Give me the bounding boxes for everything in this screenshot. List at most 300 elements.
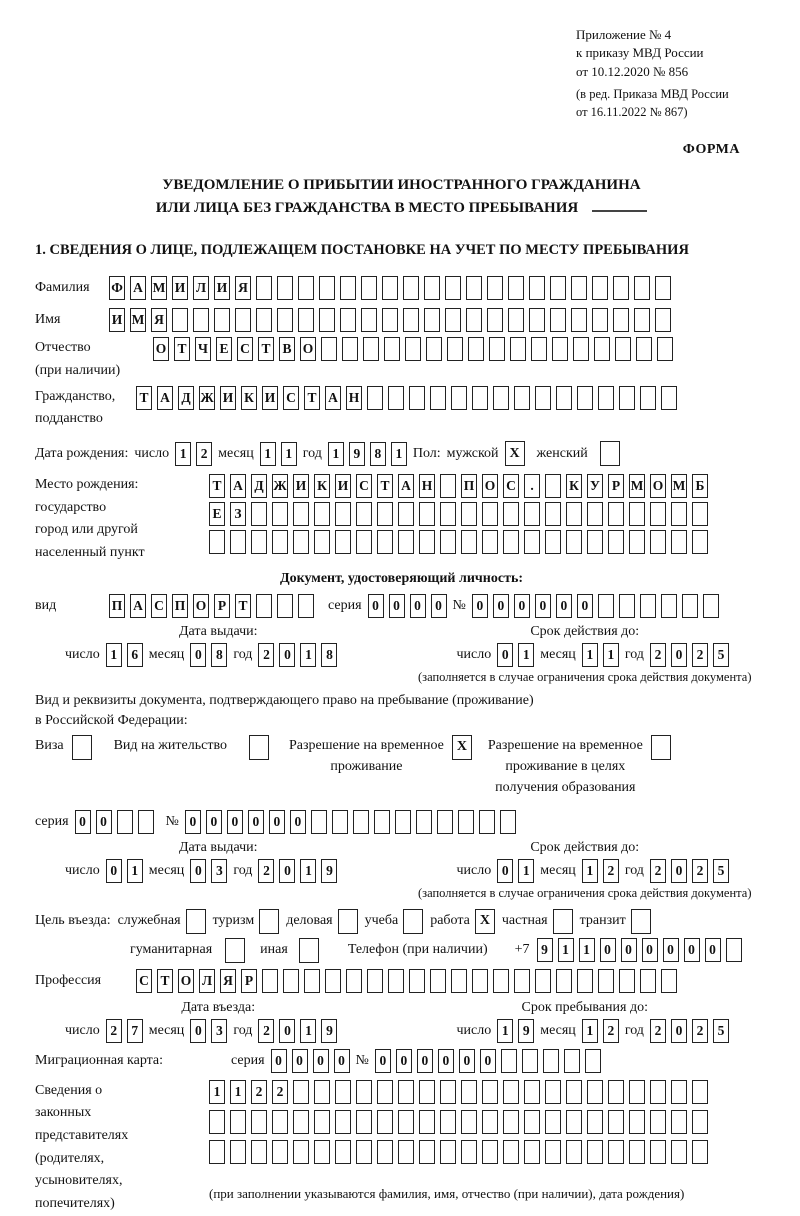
char-cell[interactable] [251, 1110, 267, 1134]
char-cell[interactable] [458, 810, 474, 834]
char-cell[interactable] [671, 1080, 687, 1104]
char-cell[interactable] [522, 1049, 538, 1073]
char-cell[interactable]: 0 [705, 938, 721, 962]
char-cell[interactable]: С [136, 969, 152, 993]
char-cell[interactable]: Т [157, 969, 173, 993]
char-cell[interactable]: 1 [582, 643, 598, 667]
char-cell[interactable]: 0 [279, 643, 295, 667]
char-cell[interactable]: С [237, 337, 253, 361]
char-cell[interactable]: Т [235, 594, 251, 618]
sex-male-checkbox[interactable]: X [505, 441, 525, 466]
char-cell[interactable] [314, 530, 330, 554]
char-cell[interactable]: 0 [671, 1019, 687, 1043]
char-cell[interactable] [472, 969, 488, 993]
char-cell[interactable]: 1 [175, 442, 191, 466]
char-cell[interactable]: А [157, 386, 173, 410]
char-cell[interactable]: А [130, 594, 146, 618]
char-cell[interactable] [661, 594, 677, 618]
char-cell[interactable] [340, 308, 356, 332]
temp-residence-checkbox[interactable]: X [452, 735, 472, 760]
char-cell[interactable] [545, 1140, 561, 1164]
char-cell[interactable]: 0 [190, 859, 206, 883]
char-cell[interactable] [363, 337, 379, 361]
char-cell[interactable] [573, 337, 589, 361]
char-cell[interactable]: О [482, 474, 498, 498]
char-cell[interactable] [272, 530, 288, 554]
char-cell[interactable] [487, 276, 503, 300]
char-cell[interactable] [543, 1049, 559, 1073]
char-cell[interactable]: З [230, 502, 246, 526]
char-cell[interactable] [564, 1049, 580, 1073]
char-cell[interactable]: 1 [209, 1080, 225, 1104]
char-cell[interactable] [493, 969, 509, 993]
char-cell[interactable] [468, 337, 484, 361]
char-cell[interactable]: 0 [190, 643, 206, 667]
char-cell[interactable]: Я [151, 308, 167, 332]
char-cell[interactable] [451, 969, 467, 993]
char-cell[interactable] [629, 1080, 645, 1104]
char-cell[interactable] [426, 337, 442, 361]
char-cell[interactable] [482, 1080, 498, 1104]
char-cell[interactable]: 2 [603, 1019, 619, 1043]
char-cell[interactable] [382, 276, 398, 300]
char-cell[interactable] [298, 308, 314, 332]
char-cell[interactable] [650, 530, 666, 554]
purpose-commercial-checkbox[interactable] [338, 909, 358, 934]
char-cell[interactable] [377, 1110, 393, 1134]
char-cell[interactable]: М [130, 308, 146, 332]
char-cell[interactable]: 9 [537, 938, 553, 962]
char-cell[interactable] [335, 1110, 351, 1134]
char-cell[interactable] [342, 337, 358, 361]
char-cell[interactable] [608, 1110, 624, 1134]
char-cell[interactable]: 2 [692, 1019, 708, 1043]
char-cell[interactable]: 0 [671, 859, 687, 883]
char-cell[interactable]: 6 [127, 643, 143, 667]
char-cell[interactable]: Д [178, 386, 194, 410]
char-cell[interactable] [466, 276, 482, 300]
char-cell[interactable] [447, 337, 463, 361]
char-cell[interactable] [545, 530, 561, 554]
char-cell[interactable] [587, 1080, 603, 1104]
char-cell[interactable] [566, 1080, 582, 1104]
char-cell[interactable]: 9 [321, 1019, 337, 1043]
char-cell[interactable]: О [300, 337, 316, 361]
char-cell[interactable]: 0 [279, 1019, 295, 1043]
char-cell[interactable] [571, 276, 587, 300]
char-cell[interactable]: Т [209, 474, 225, 498]
char-cell[interactable] [388, 969, 404, 993]
char-cell[interactable]: 0 [227, 810, 243, 834]
char-cell[interactable] [577, 386, 593, 410]
char-cell[interactable]: 0 [75, 810, 91, 834]
char-cell[interactable] [311, 810, 327, 834]
char-cell[interactable]: 0 [368, 594, 384, 618]
char-cell[interactable] [416, 810, 432, 834]
char-cell[interactable] [440, 1110, 456, 1134]
char-cell[interactable] [209, 1140, 225, 1164]
char-cell[interactable]: 0 [248, 810, 264, 834]
char-cell[interactable] [445, 276, 461, 300]
char-cell[interactable]: 0 [671, 643, 687, 667]
char-cell[interactable] [293, 1080, 309, 1104]
char-cell[interactable] [437, 810, 453, 834]
char-cell[interactable]: 0 [389, 594, 405, 618]
char-cell[interactable] [377, 530, 393, 554]
char-cell[interactable]: У [587, 474, 603, 498]
residence-permit-checkbox[interactable] [249, 735, 269, 760]
char-cell[interactable]: 1 [300, 859, 316, 883]
char-cell[interactable]: Т [174, 337, 190, 361]
char-cell[interactable] [377, 502, 393, 526]
char-cell[interactable] [445, 308, 461, 332]
char-cell[interactable]: 2 [258, 1019, 274, 1043]
char-cell[interactable]: 1 [582, 1019, 598, 1043]
char-cell[interactable] [613, 308, 629, 332]
char-cell[interactable] [361, 308, 377, 332]
char-cell[interactable] [500, 810, 516, 834]
char-cell[interactable]: 0 [279, 859, 295, 883]
char-cell[interactable] [566, 502, 582, 526]
char-cell[interactable]: 2 [258, 643, 274, 667]
char-cell[interactable] [501, 1049, 517, 1073]
char-cell[interactable] [650, 502, 666, 526]
char-cell[interactable] [556, 386, 572, 410]
char-cell[interactable] [304, 969, 320, 993]
char-cell[interactable]: П [109, 594, 125, 618]
char-cell[interactable] [482, 502, 498, 526]
char-cell[interactable] [655, 308, 671, 332]
char-cell[interactable]: 0 [642, 938, 658, 962]
char-cell[interactable]: 0 [497, 643, 513, 667]
char-cell[interactable]: 0 [271, 1049, 287, 1073]
char-cell[interactable] [503, 1140, 519, 1164]
char-cell[interactable]: 5 [713, 1019, 729, 1043]
char-cell[interactable] [430, 386, 446, 410]
char-cell[interactable] [272, 502, 288, 526]
char-cell[interactable] [577, 969, 593, 993]
char-cell[interactable] [325, 969, 341, 993]
char-cell[interactable]: С [503, 474, 519, 498]
char-cell[interactable]: К [241, 386, 257, 410]
char-cell[interactable] [608, 1140, 624, 1164]
char-cell[interactable] [353, 810, 369, 834]
char-cell[interactable] [503, 530, 519, 554]
char-cell[interactable] [692, 1080, 708, 1104]
char-cell[interactable] [340, 276, 356, 300]
char-cell[interactable]: 0 [410, 594, 426, 618]
char-cell[interactable] [535, 386, 551, 410]
char-cell[interactable]: 1 [579, 938, 595, 962]
char-cell[interactable]: 0 [497, 859, 513, 883]
char-cell[interactable] [571, 308, 587, 332]
char-cell[interactable] [566, 1140, 582, 1164]
char-cell[interactable] [256, 276, 272, 300]
char-cell[interactable] [531, 337, 547, 361]
char-cell[interactable] [251, 1140, 267, 1164]
char-cell[interactable]: 2 [196, 442, 212, 466]
purpose-study-checkbox[interactable] [403, 909, 423, 934]
char-cell[interactable] [613, 276, 629, 300]
char-cell[interactable] [587, 502, 603, 526]
char-cell[interactable]: 0 [313, 1049, 329, 1073]
char-cell[interactable] [398, 1140, 414, 1164]
char-cell[interactable] [367, 386, 383, 410]
char-cell[interactable] [335, 530, 351, 554]
char-cell[interactable] [440, 502, 456, 526]
char-cell[interactable]: 8 [321, 643, 337, 667]
char-cell[interactable]: И [293, 474, 309, 498]
char-cell[interactable]: 0 [535, 594, 551, 618]
char-cell[interactable] [277, 594, 293, 618]
char-cell[interactable] [314, 1140, 330, 1164]
char-cell[interactable]: . [524, 474, 540, 498]
char-cell[interactable]: 2 [258, 859, 274, 883]
char-cell[interactable] [608, 502, 624, 526]
char-cell[interactable] [503, 1080, 519, 1104]
char-cell[interactable]: 0 [472, 594, 488, 618]
char-cell[interactable] [367, 969, 383, 993]
char-cell[interactable] [451, 386, 467, 410]
char-cell[interactable] [598, 969, 614, 993]
char-cell[interactable] [657, 337, 673, 361]
char-cell[interactable] [209, 530, 225, 554]
char-cell[interactable] [692, 1110, 708, 1134]
purpose-business-checkbox[interactable] [186, 909, 206, 934]
purpose-transit-checkbox[interactable] [631, 909, 651, 934]
char-cell[interactable] [405, 337, 421, 361]
char-cell[interactable]: Б [692, 474, 708, 498]
char-cell[interactable]: 2 [251, 1080, 267, 1104]
char-cell[interactable] [230, 530, 246, 554]
char-cell[interactable]: О [193, 594, 209, 618]
char-cell[interactable] [256, 594, 272, 618]
char-cell[interactable]: 0 [493, 594, 509, 618]
sex-female-checkbox[interactable] [600, 441, 620, 466]
char-cell[interactable] [650, 1080, 666, 1104]
char-cell[interactable]: 0 [106, 859, 122, 883]
char-cell[interactable] [671, 502, 687, 526]
char-cell[interactable]: 1 [603, 643, 619, 667]
char-cell[interactable]: 0 [459, 1049, 475, 1073]
char-cell[interactable]: 0 [396, 1049, 412, 1073]
char-cell[interactable] [235, 308, 251, 332]
char-cell[interactable] [692, 1140, 708, 1164]
char-cell[interactable] [138, 810, 154, 834]
char-cell[interactable]: 2 [272, 1080, 288, 1104]
char-cell[interactable]: 1 [281, 442, 297, 466]
char-cell[interactable] [661, 969, 677, 993]
char-cell[interactable]: 0 [190, 1019, 206, 1043]
char-cell[interactable]: Т [304, 386, 320, 410]
char-cell[interactable]: М [151, 276, 167, 300]
char-cell[interactable] [634, 308, 650, 332]
char-cell[interactable]: Ж [199, 386, 215, 410]
char-cell[interactable] [608, 530, 624, 554]
char-cell[interactable]: Н [346, 386, 362, 410]
char-cell[interactable] [388, 386, 404, 410]
char-cell[interactable] [703, 594, 719, 618]
char-cell[interactable]: Л [193, 276, 209, 300]
char-cell[interactable] [298, 276, 314, 300]
char-cell[interactable]: 0 [577, 594, 593, 618]
char-cell[interactable] [356, 502, 372, 526]
char-cell[interactable]: 5 [713, 643, 729, 667]
char-cell[interactable]: 0 [96, 810, 112, 834]
char-cell[interactable] [314, 502, 330, 526]
char-cell[interactable]: 7 [127, 1019, 143, 1043]
char-cell[interactable] [655, 276, 671, 300]
char-cell[interactable] [398, 1080, 414, 1104]
char-cell[interactable] [335, 1080, 351, 1104]
char-cell[interactable] [640, 386, 656, 410]
char-cell[interactable]: К [566, 474, 582, 498]
char-cell[interactable] [209, 1110, 225, 1134]
char-cell[interactable] [619, 594, 635, 618]
char-cell[interactable]: 1 [558, 938, 574, 962]
temp-residence-edu-checkbox[interactable] [651, 735, 671, 760]
char-cell[interactable] [461, 1110, 477, 1134]
char-cell[interactable] [650, 1140, 666, 1164]
char-cell[interactable]: 0 [431, 594, 447, 618]
char-cell[interactable]: 9 [321, 859, 337, 883]
char-cell[interactable] [640, 969, 656, 993]
char-cell[interactable] [487, 308, 503, 332]
char-cell[interactable] [726, 938, 742, 962]
char-cell[interactable]: 8 [211, 643, 227, 667]
char-cell[interactable] [193, 308, 209, 332]
visa-checkbox[interactable] [72, 735, 92, 760]
char-cell[interactable]: 2 [650, 643, 666, 667]
char-cell[interactable] [398, 502, 414, 526]
char-cell[interactable]: П [461, 474, 477, 498]
char-cell[interactable]: О [153, 337, 169, 361]
char-cell[interactable] [172, 308, 188, 332]
char-cell[interactable]: В [279, 337, 295, 361]
char-cell[interactable] [117, 810, 133, 834]
char-cell[interactable] [272, 1140, 288, 1164]
char-cell[interactable]: 3 [211, 859, 227, 883]
char-cell[interactable]: 0 [438, 1049, 454, 1073]
char-cell[interactable] [552, 337, 568, 361]
char-cell[interactable] [550, 308, 566, 332]
char-cell[interactable]: 2 [692, 859, 708, 883]
char-cell[interactable]: П [172, 594, 188, 618]
char-cell[interactable]: О [650, 474, 666, 498]
char-cell[interactable] [277, 276, 293, 300]
purpose-humanitarian-checkbox[interactable] [225, 938, 245, 963]
char-cell[interactable] [585, 1049, 601, 1073]
char-cell[interactable]: Р [608, 474, 624, 498]
char-cell[interactable] [682, 594, 698, 618]
char-cell[interactable] [545, 502, 561, 526]
char-cell[interactable]: 2 [692, 643, 708, 667]
char-cell[interactable] [409, 386, 425, 410]
char-cell[interactable] [479, 810, 495, 834]
char-cell[interactable] [419, 530, 435, 554]
char-cell[interactable] [424, 276, 440, 300]
char-cell[interactable] [272, 1110, 288, 1134]
char-cell[interactable] [629, 502, 645, 526]
char-cell[interactable] [384, 337, 400, 361]
char-cell[interactable] [335, 502, 351, 526]
char-cell[interactable] [545, 474, 561, 498]
char-cell[interactable]: 3 [211, 1019, 227, 1043]
char-cell[interactable] [598, 386, 614, 410]
char-cell[interactable] [529, 276, 545, 300]
char-cell[interactable]: 0 [334, 1049, 350, 1073]
char-cell[interactable] [356, 1080, 372, 1104]
char-cell[interactable] [466, 308, 482, 332]
purpose-tourism-checkbox[interactable] [259, 909, 279, 934]
char-cell[interactable] [230, 1140, 246, 1164]
char-cell[interactable] [419, 1080, 435, 1104]
char-cell[interactable] [587, 1140, 603, 1164]
char-cell[interactable]: 0 [556, 594, 572, 618]
char-cell[interactable] [293, 1110, 309, 1134]
char-cell[interactable] [461, 502, 477, 526]
char-cell[interactable] [482, 530, 498, 554]
char-cell[interactable] [298, 594, 314, 618]
char-cell[interactable] [398, 1110, 414, 1134]
char-cell[interactable]: О [178, 969, 194, 993]
char-cell[interactable] [374, 810, 390, 834]
char-cell[interactable] [419, 502, 435, 526]
char-cell[interactable] [489, 337, 505, 361]
char-cell[interactable]: И [220, 386, 236, 410]
char-cell[interactable] [545, 1110, 561, 1134]
char-cell[interactable]: 1 [582, 859, 598, 883]
char-cell[interactable]: 0 [417, 1049, 433, 1073]
char-cell[interactable] [440, 530, 456, 554]
char-cell[interactable] [514, 969, 530, 993]
char-cell[interactable] [419, 1110, 435, 1134]
char-cell[interactable] [594, 337, 610, 361]
char-cell[interactable] [461, 1080, 477, 1104]
char-cell[interactable]: Ф [109, 276, 125, 300]
char-cell[interactable]: А [325, 386, 341, 410]
char-cell[interactable] [398, 530, 414, 554]
char-cell[interactable]: Л [199, 969, 215, 993]
char-cell[interactable] [335, 1140, 351, 1164]
char-cell[interactable] [361, 276, 377, 300]
char-cell[interactable]: 1 [518, 643, 534, 667]
char-cell[interactable] [671, 1140, 687, 1164]
char-cell[interactable]: 0 [185, 810, 201, 834]
char-cell[interactable]: 2 [650, 859, 666, 883]
char-cell[interactable]: 1 [230, 1080, 246, 1104]
char-cell[interactable] [535, 969, 551, 993]
char-cell[interactable]: 1 [106, 643, 122, 667]
char-cell[interactable] [395, 810, 411, 834]
char-cell[interactable] [671, 1110, 687, 1134]
char-cell[interactable] [356, 530, 372, 554]
char-cell[interactable] [356, 1140, 372, 1164]
char-cell[interactable]: 0 [514, 594, 530, 618]
char-cell[interactable] [377, 1080, 393, 1104]
char-cell[interactable] [346, 969, 362, 993]
char-cell[interactable] [524, 530, 540, 554]
char-cell[interactable] [566, 530, 582, 554]
char-cell[interactable]: 0 [206, 810, 222, 834]
char-cell[interactable]: И [172, 276, 188, 300]
char-cell[interactable] [556, 969, 572, 993]
char-cell[interactable] [277, 308, 293, 332]
char-cell[interactable] [493, 386, 509, 410]
char-cell[interactable]: 1 [300, 643, 316, 667]
char-cell[interactable]: 9 [349, 442, 365, 466]
char-cell[interactable]: Е [216, 337, 232, 361]
